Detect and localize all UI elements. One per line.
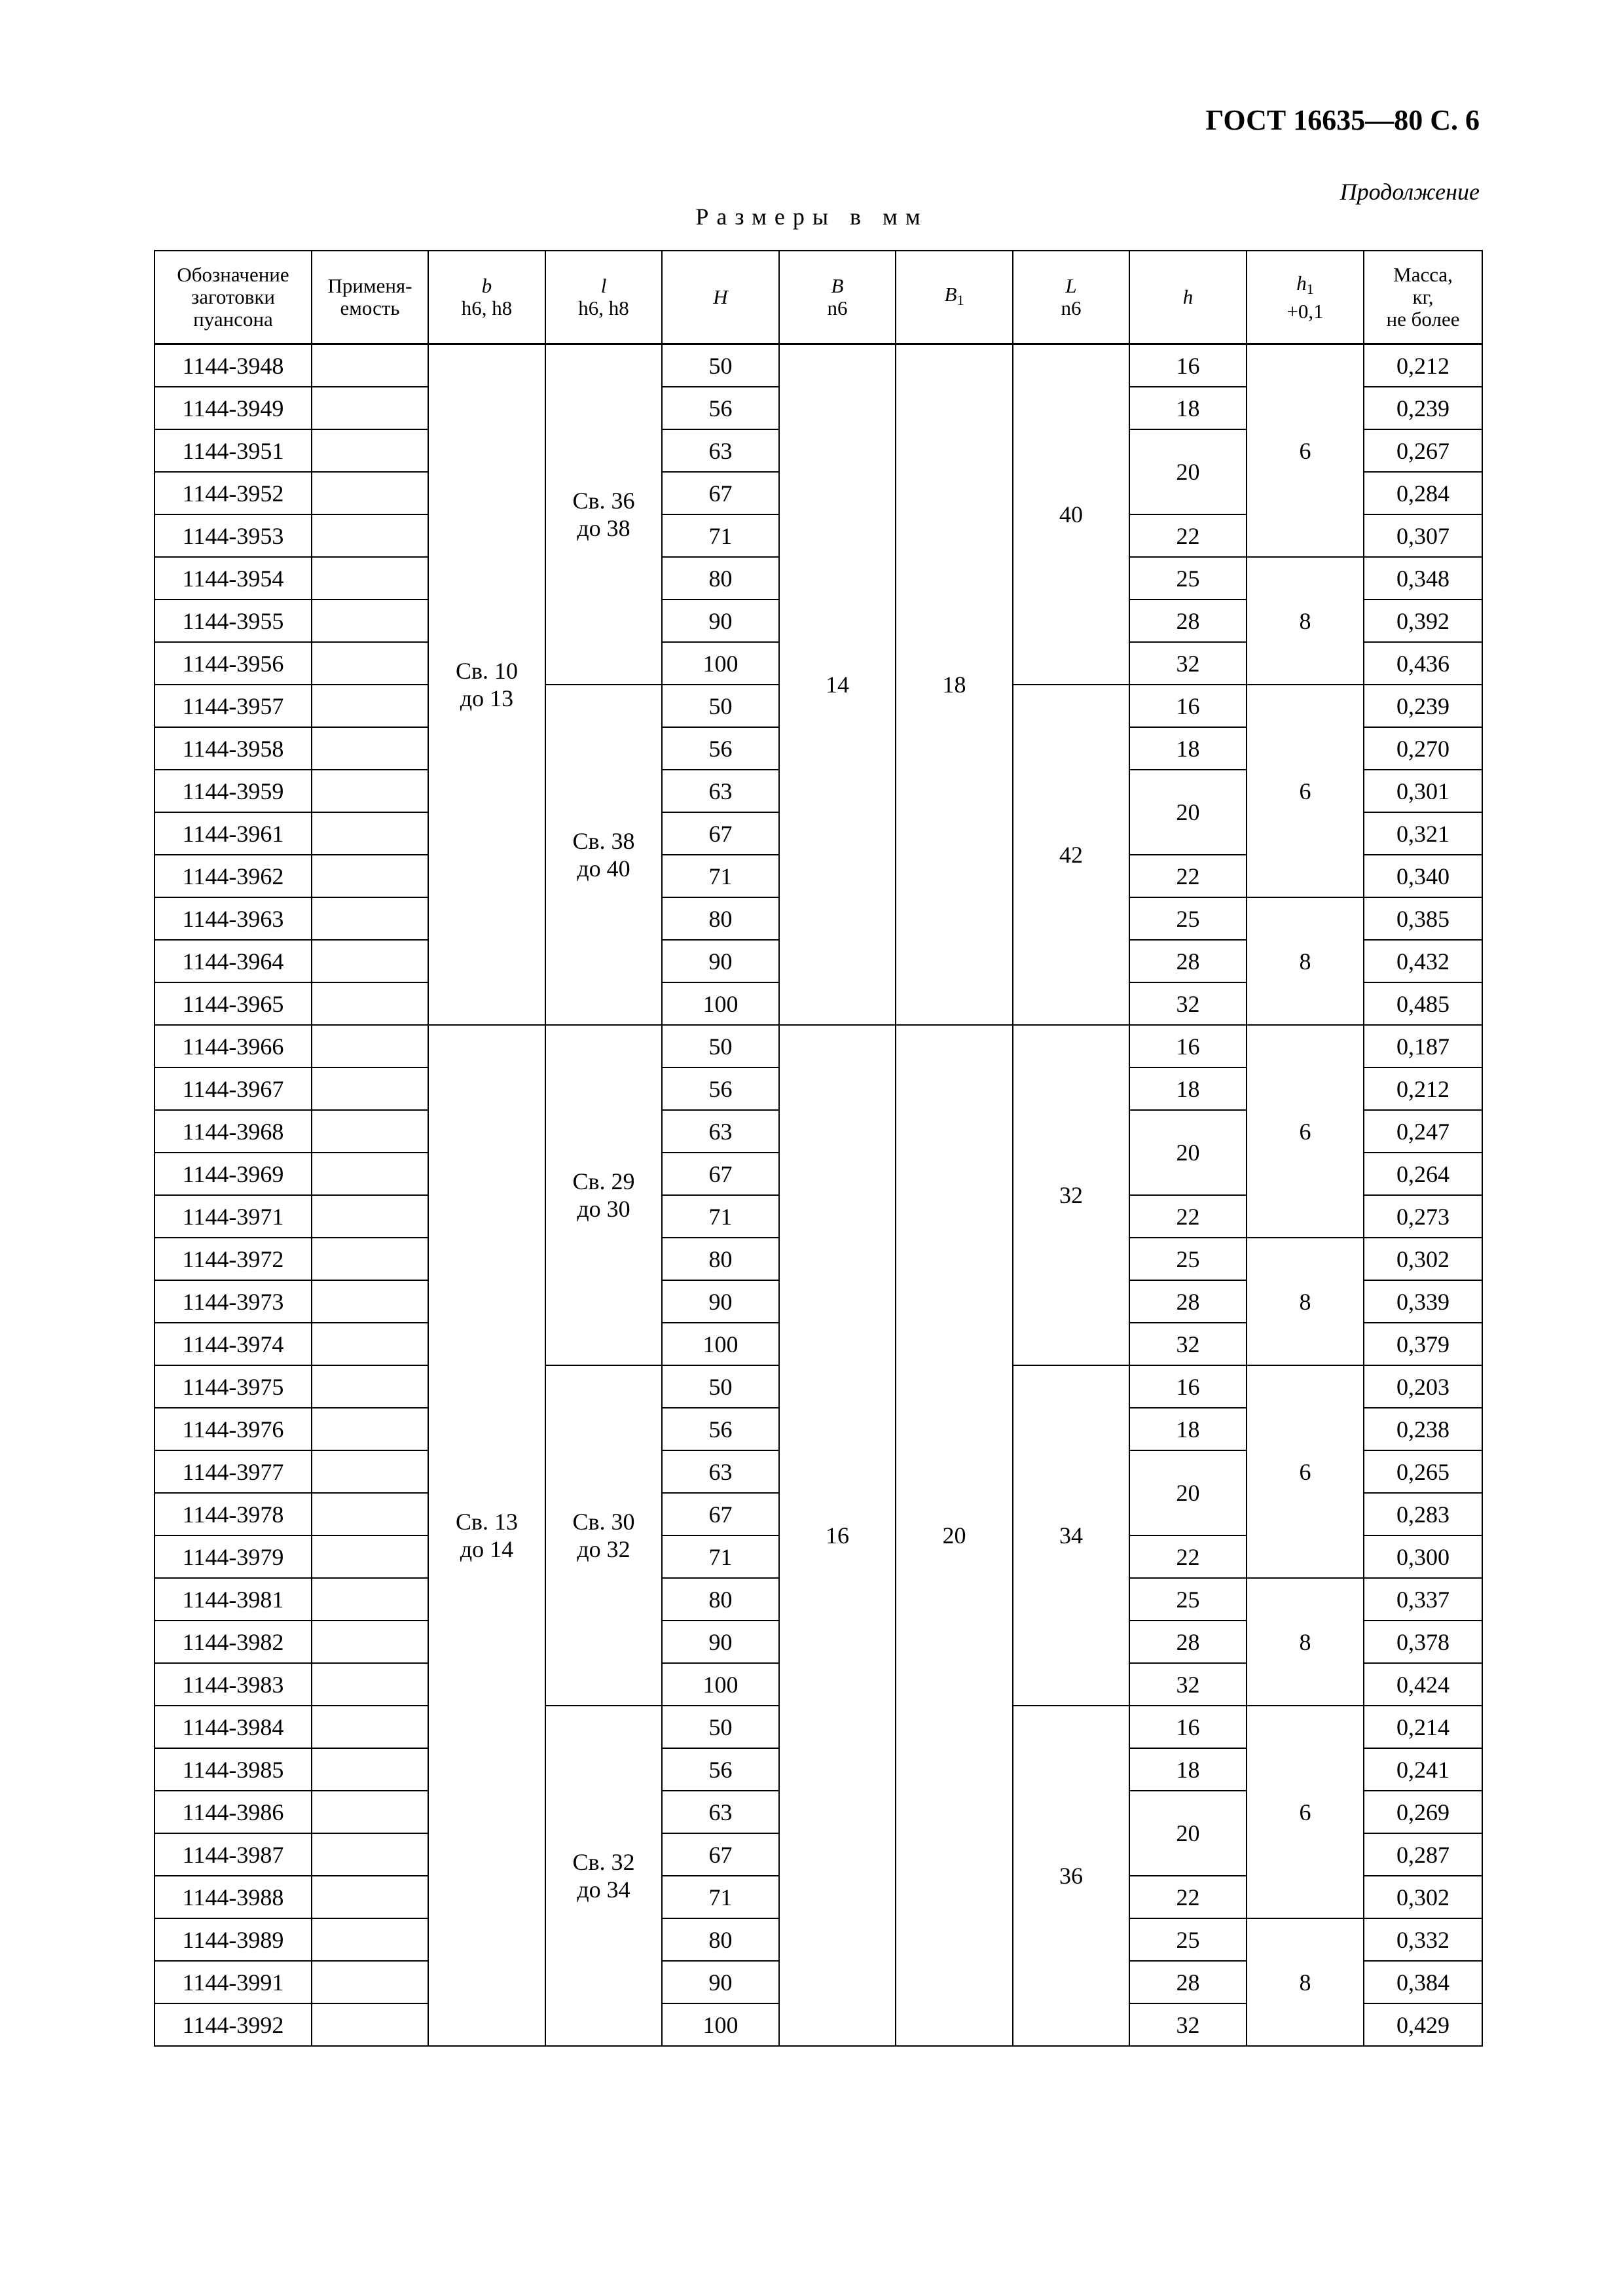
designation-cell: 1144-3965 — [155, 982, 312, 1025]
applicability-cell — [312, 1578, 428, 1621]
mass-cell: 0,283 — [1364, 1493, 1482, 1535]
mass-cell: 0,265 — [1364, 1450, 1482, 1493]
designation-cell: 1144-3969 — [155, 1153, 312, 1195]
applicability-cell — [312, 514, 428, 557]
designation-cell: 1144-3953 — [155, 514, 312, 557]
col-header-h: h — [1129, 251, 1247, 344]
mass-cell: 0,264 — [1364, 1153, 1482, 1195]
table-row — [155, 1025, 1482, 1067]
B-cell: 14 — [779, 344, 896, 1026]
table-body — [155, 344, 1482, 2047]
H-cell: 71 — [662, 514, 779, 557]
designation-cell: 1144-3964 — [155, 940, 312, 982]
H-cell: 50 — [662, 685, 779, 727]
h-cell: 20 — [1129, 1791, 1247, 1876]
h-cell: 20 — [1129, 1110, 1247, 1195]
applicability-cell — [312, 1280, 428, 1323]
h-cell: 22 — [1129, 855, 1247, 897]
H-cell: 67 — [662, 472, 779, 514]
designation-cell: 1144-3979 — [155, 1535, 312, 1578]
designation-cell: 1144-3958 — [155, 727, 312, 770]
designation-cell: 1144-3985 — [155, 1748, 312, 1791]
h-cell: 16 — [1129, 344, 1247, 387]
applicability-cell — [312, 1323, 428, 1365]
h-cell: 20 — [1129, 770, 1247, 855]
mass-cell: 0,385 — [1364, 897, 1482, 940]
H-cell: 80 — [662, 1578, 779, 1621]
designation-cell: 1144-3959 — [155, 770, 312, 812]
col-header-applicability: Применя- емость — [312, 251, 428, 344]
h-cell: 25 — [1129, 1918, 1247, 1961]
h-cell: 16 — [1129, 1365, 1247, 1408]
document-header: ГОСТ 16635—80 С. 6 — [1205, 104, 1480, 136]
H-cell: 100 — [662, 642, 779, 685]
mass-cell: 0,392 — [1364, 600, 1482, 642]
designation-cell: 1144-3967 — [155, 1067, 312, 1110]
mass-cell: 0,302 — [1364, 1238, 1482, 1280]
designation-cell: 1144-3957 — [155, 685, 312, 727]
dimensions-table — [154, 250, 1483, 2047]
h1-cell: 6 — [1247, 344, 1364, 558]
h-cell: 28 — [1129, 600, 1247, 642]
col-header-B1: $B_1$ — [896, 251, 1013, 344]
mass-cell: 0,384 — [1364, 1961, 1482, 2003]
B-cell: 16 — [779, 1025, 896, 2046]
mass-cell: 0,287 — [1364, 1833, 1482, 1876]
H-cell: 90 — [662, 1621, 779, 1663]
H-cell: 63 — [662, 1791, 779, 1833]
l-range-cell: Св. 29 до 30 — [545, 1025, 662, 1365]
h-cell: 32 — [1129, 2003, 1247, 2046]
h-cell: 32 — [1129, 1323, 1247, 1365]
applicability-cell — [312, 1493, 428, 1535]
mass-cell: 0,378 — [1364, 1621, 1482, 1663]
mass-cell: 0,302 — [1364, 1876, 1482, 1918]
L-cell: 34 — [1013, 1365, 1129, 1706]
h1-cell: 6 — [1247, 1365, 1364, 1578]
applicability-cell — [312, 982, 428, 1025]
mass-cell: 0,214 — [1364, 1706, 1482, 1748]
mass-cell: 0,301 — [1364, 770, 1482, 812]
h-cell: 20 — [1129, 429, 1247, 514]
H-cell: 67 — [662, 1153, 779, 1195]
h-cell: 32 — [1129, 1663, 1247, 1706]
designation-cell: 1144-3988 — [155, 1876, 312, 1918]
L-cell: 42 — [1013, 685, 1129, 1025]
b-range-cell: Св. 10 до 13 — [428, 344, 545, 1026]
applicability-cell — [312, 1663, 428, 1706]
mass-cell: 0,300 — [1364, 1535, 1482, 1578]
applicability-cell — [312, 940, 428, 982]
h1-cell: 8 — [1247, 897, 1364, 1025]
applicability-cell — [312, 1535, 428, 1578]
applicability-cell — [312, 1791, 428, 1833]
designation-cell: 1144-3968 — [155, 1110, 312, 1153]
h1-cell: 6 — [1247, 685, 1364, 897]
applicability-cell — [312, 1110, 428, 1153]
h-cell: 22 — [1129, 514, 1247, 557]
designation-cell: 1144-3949 — [155, 387, 312, 429]
table-header-row — [155, 251, 1482, 344]
H-cell: 100 — [662, 2003, 779, 2046]
mass-cell: 0,321 — [1364, 812, 1482, 855]
H-cell: 71 — [662, 855, 779, 897]
applicability-cell — [312, 897, 428, 940]
col-header-B: B n6 — [779, 251, 896, 344]
H-cell: 67 — [662, 1493, 779, 1535]
H-cell: 71 — [662, 1876, 779, 1918]
B1-cell: 20 — [896, 1025, 1013, 2046]
mass-cell: 0,284 — [1364, 472, 1482, 514]
mass-cell: 0,436 — [1364, 642, 1482, 685]
designation-cell: 1144-3954 — [155, 557, 312, 600]
H-cell: 63 — [662, 770, 779, 812]
designation-cell: 1144-3972 — [155, 1238, 312, 1280]
applicability-cell — [312, 1748, 428, 1791]
applicability-cell — [312, 855, 428, 897]
l-range-cell: Св. 38 до 40 — [545, 685, 662, 1025]
designation-cell: 1144-3955 — [155, 600, 312, 642]
applicability-cell — [312, 1195, 428, 1238]
L-cell: 36 — [1013, 1706, 1129, 2046]
applicability-cell — [312, 727, 428, 770]
col-header-H: H — [662, 251, 779, 344]
mass-cell: 0,238 — [1364, 1408, 1482, 1450]
mass-cell: 0,339 — [1364, 1280, 1482, 1323]
mass-cell: 0,424 — [1364, 1663, 1482, 1706]
designation-cell: 1144-3981 — [155, 1578, 312, 1621]
L-cell: 40 — [1013, 344, 1129, 685]
H-cell: 90 — [662, 1280, 779, 1323]
applicability-cell — [312, 1961, 428, 2003]
h1-cell: 8 — [1247, 1918, 1364, 2046]
mass-cell: 0,348 — [1364, 557, 1482, 600]
mass-cell: 0,269 — [1364, 1791, 1482, 1833]
h-cell: 18 — [1129, 727, 1247, 770]
h-cell: 22 — [1129, 1535, 1247, 1578]
l-range-cell: Св. 36 до 38 — [545, 344, 662, 685]
table-row — [155, 344, 1482, 387]
H-cell: 56 — [662, 727, 779, 770]
continuation-label: Продолжение — [1340, 179, 1480, 205]
H-cell: 80 — [662, 1918, 779, 1961]
H-cell: 56 — [662, 1748, 779, 1791]
designation-cell: 1144-3982 — [155, 1621, 312, 1663]
H-cell: 63 — [662, 429, 779, 472]
applicability-cell — [312, 1918, 428, 1961]
designation-cell: 1144-3956 — [155, 642, 312, 685]
h-cell: 28 — [1129, 1961, 1247, 2003]
H-cell: 100 — [662, 1663, 779, 1706]
mass-cell: 0,241 — [1364, 1748, 1482, 1791]
mass-cell: 0,485 — [1364, 982, 1482, 1025]
designation-cell: 1144-3962 — [155, 855, 312, 897]
h-cell: 28 — [1129, 1280, 1247, 1323]
mass-cell: 0,267 — [1364, 429, 1482, 472]
units-caption: Размеры в мм — [695, 204, 928, 230]
applicability-cell — [312, 2003, 428, 2046]
H-cell: 80 — [662, 1238, 779, 1280]
designation-cell: 1144-3976 — [155, 1408, 312, 1450]
mass-cell: 0,203 — [1364, 1365, 1482, 1408]
applicability-cell — [312, 1365, 428, 1408]
h-cell: 16 — [1129, 1706, 1247, 1748]
designation-cell: 1144-3986 — [155, 1791, 312, 1833]
h-cell: 28 — [1129, 1621, 1247, 1663]
applicability-cell — [312, 1450, 428, 1493]
mass-cell: 0,187 — [1364, 1025, 1482, 1067]
H-cell: 80 — [662, 557, 779, 600]
designation-cell: 1144-3991 — [155, 1961, 312, 2003]
designation-cell: 1144-3971 — [155, 1195, 312, 1238]
col-header-h1: $h_1$ +0,1 — [1247, 251, 1364, 344]
h1-cell: 8 — [1247, 557, 1364, 685]
col-header-l: l h6, h8 — [545, 251, 662, 344]
applicability-cell — [312, 344, 428, 387]
designation-cell: 1144-3966 — [155, 1025, 312, 1067]
H-cell: 71 — [662, 1195, 779, 1238]
mass-cell: 0,429 — [1364, 2003, 1482, 2046]
H-cell: 63 — [662, 1450, 779, 1493]
H-cell: 90 — [662, 1961, 779, 2003]
designation-cell: 1144-3951 — [155, 429, 312, 472]
mass-cell: 0,273 — [1364, 1195, 1482, 1238]
H-cell: 90 — [662, 600, 779, 642]
H-cell: 56 — [662, 387, 779, 429]
h-cell: 16 — [1129, 1025, 1247, 1067]
L-cell: 32 — [1013, 1025, 1129, 1365]
applicability-cell — [312, 1238, 428, 1280]
h-cell: 28 — [1129, 940, 1247, 982]
h-cell: 25 — [1129, 897, 1247, 940]
B1-cell: 18 — [896, 344, 1013, 1026]
applicability-cell — [312, 685, 428, 727]
designation-cell: 1144-3961 — [155, 812, 312, 855]
applicability-cell — [312, 642, 428, 685]
applicability-cell — [312, 770, 428, 812]
designation-cell: 1144-3952 — [155, 472, 312, 514]
h-cell: 18 — [1129, 387, 1247, 429]
H-cell: 67 — [662, 1833, 779, 1876]
H-cell: 56 — [662, 1067, 779, 1110]
mass-cell: 0,307 — [1364, 514, 1482, 557]
h-cell: 18 — [1129, 1408, 1247, 1450]
designation-cell: 1144-3977 — [155, 1450, 312, 1493]
l-range-cell: Св. 32 до 34 — [545, 1706, 662, 2046]
H-cell: 71 — [662, 1535, 779, 1578]
mass-cell: 0,270 — [1364, 727, 1482, 770]
H-cell: 67 — [662, 812, 779, 855]
designation-cell: 1144-3984 — [155, 1706, 312, 1748]
applicability-cell — [312, 1876, 428, 1918]
applicability-cell — [312, 472, 428, 514]
H-cell: 100 — [662, 1323, 779, 1365]
designation-cell: 1144-3989 — [155, 1918, 312, 1961]
mass-cell: 0,239 — [1364, 387, 1482, 429]
h-cell: 22 — [1129, 1195, 1247, 1238]
mass-cell: 0,212 — [1364, 1067, 1482, 1110]
col-header-b: b h6, h8 — [428, 251, 545, 344]
b-range-cell: Св. 13 до 14 — [428, 1025, 545, 2046]
mass-cell: 0,332 — [1364, 1918, 1482, 1961]
applicability-cell — [312, 1621, 428, 1663]
mass-cell: 0,340 — [1364, 855, 1482, 897]
l-range-cell: Св. 30 до 32 — [545, 1365, 662, 1706]
applicability-cell — [312, 1408, 428, 1450]
H-cell: 50 — [662, 1706, 779, 1748]
H-cell: 50 — [662, 1365, 779, 1408]
h-cell: 20 — [1129, 1450, 1247, 1535]
H-cell: 56 — [662, 1408, 779, 1450]
mass-cell: 0,247 — [1364, 1110, 1482, 1153]
h-cell: 25 — [1129, 1238, 1247, 1280]
h1-cell: 8 — [1247, 1578, 1364, 1706]
designation-cell: 1144-3992 — [155, 2003, 312, 2046]
H-cell: 80 — [662, 897, 779, 940]
h-cell: 32 — [1129, 982, 1247, 1025]
h-cell: 18 — [1129, 1067, 1247, 1110]
applicability-cell — [312, 557, 428, 600]
H-cell: 90 — [662, 940, 779, 982]
designation-cell: 1144-3948 — [155, 344, 312, 387]
H-cell: 100 — [662, 982, 779, 1025]
applicability-cell — [312, 387, 428, 429]
designation-cell: 1144-3963 — [155, 897, 312, 940]
mass-cell: 0,212 — [1364, 344, 1482, 387]
mass-cell: 0,239 — [1364, 685, 1482, 727]
H-cell: 50 — [662, 344, 779, 387]
designation-cell: 1144-3975 — [155, 1365, 312, 1408]
applicability-cell — [312, 1067, 428, 1110]
h1-cell: 6 — [1247, 1025, 1364, 1238]
mass-cell: 0,379 — [1364, 1323, 1482, 1365]
applicability-cell — [312, 1706, 428, 1748]
mass-cell: 0,337 — [1364, 1578, 1482, 1621]
col-header-L: L n6 — [1013, 251, 1129, 344]
col-header-mass: Масса, кг, не более — [1364, 251, 1482, 344]
designation-cell: 1144-3987 — [155, 1833, 312, 1876]
applicability-cell — [312, 600, 428, 642]
designation-cell: 1144-3978 — [155, 1493, 312, 1535]
col-header-designation: Обозначение заготовки пуансона — [155, 251, 312, 344]
h-cell: 22 — [1129, 1876, 1247, 1918]
h-cell: 25 — [1129, 557, 1247, 600]
h1-cell: 8 — [1247, 1238, 1364, 1365]
applicability-cell — [312, 1833, 428, 1876]
designation-cell: 1144-3973 — [155, 1280, 312, 1323]
h-cell: 18 — [1129, 1748, 1247, 1791]
applicability-cell — [312, 429, 428, 472]
applicability-cell — [312, 1153, 428, 1195]
h-cell: 25 — [1129, 1578, 1247, 1621]
applicability-cell — [312, 812, 428, 855]
designation-cell: 1144-3974 — [155, 1323, 312, 1365]
H-cell: 50 — [662, 1025, 779, 1067]
h1-cell: 6 — [1247, 1706, 1364, 1918]
h-cell: 16 — [1129, 685, 1247, 727]
mass-cell: 0,432 — [1364, 940, 1482, 982]
applicability-cell — [312, 1025, 428, 1067]
H-cell: 63 — [662, 1110, 779, 1153]
designation-cell: 1144-3983 — [155, 1663, 312, 1706]
h-cell: 32 — [1129, 642, 1247, 685]
